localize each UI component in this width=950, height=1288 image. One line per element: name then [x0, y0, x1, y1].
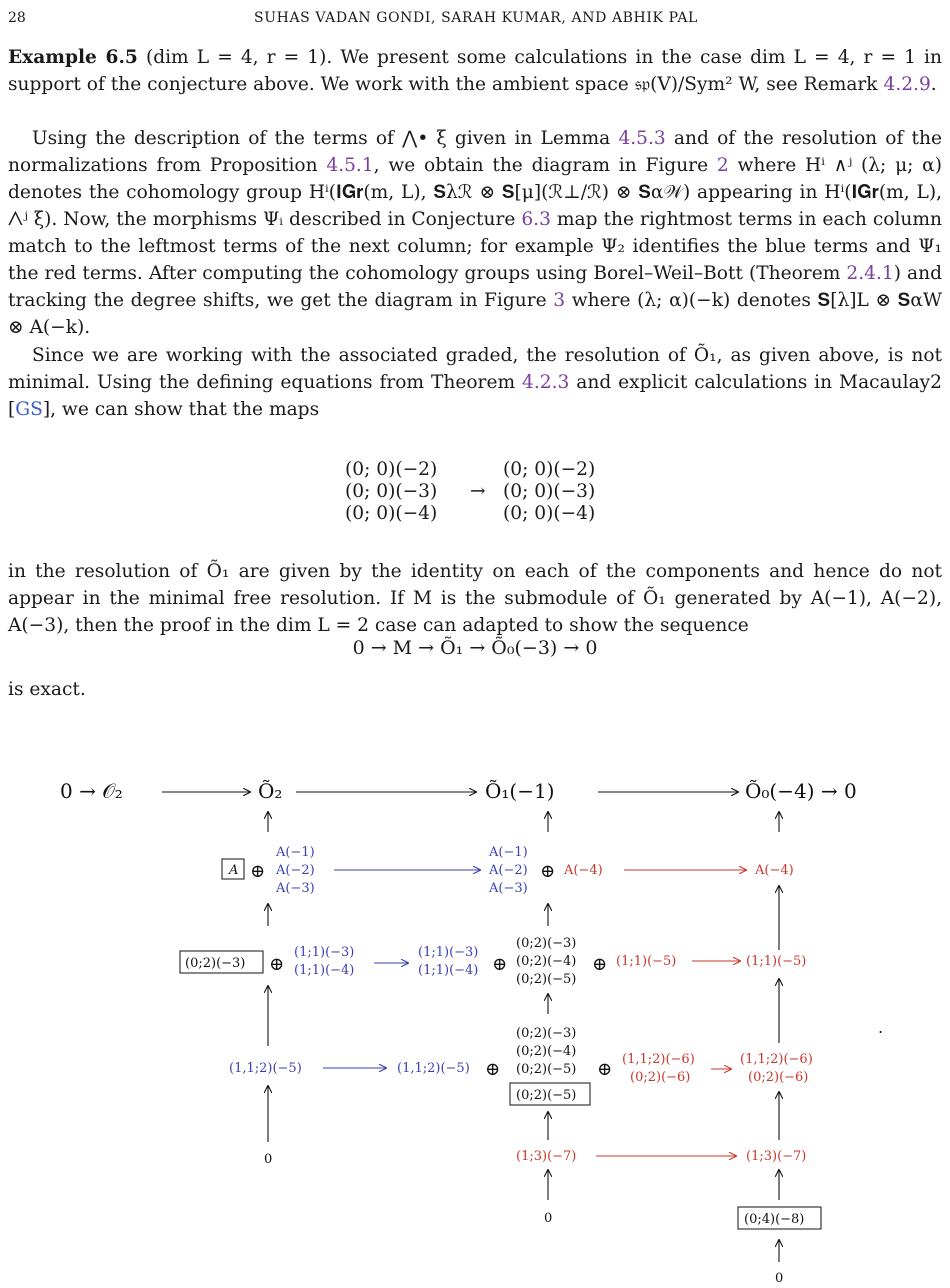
- row-b-red-mid: (1;1)(−5): [616, 954, 677, 969]
- ref-conjecture[interactable]: 6.3: [521, 209, 551, 230]
- row-c-black-mid-2: (0;2)(−4): [516, 1044, 577, 1059]
- citation-gs[interactable]: GS: [15, 399, 43, 420]
- top-start: 0 → 𝒪₂: [60, 779, 123, 803]
- row-e-boxed-right: (0;4)(−8): [744, 1212, 805, 1227]
- trailing-period: .: [878, 1018, 884, 1037]
- row-a-blue-mid-3: A(−3): [489, 881, 528, 896]
- row-b-oplus-2: ⊕: [492, 954, 508, 975]
- ref-figure-2[interactable]: 2: [716, 155, 729, 176]
- example-condition: (dim L = 4, r = 1).: [145, 47, 333, 68]
- row-c-red-mid-2: (0;2)(−6): [630, 1070, 691, 1085]
- example-label: Example 6.5: [8, 47, 138, 68]
- row-b-blue-mid-1: (1;1)(−3): [418, 945, 479, 960]
- top-c3: Õ₀(−4) → 0: [745, 779, 857, 803]
- graded-paragraph: Since we are working with the associated graded, the resolution of Õ₁, as given above, is not minimal. Using the defining equations from Theorem 4.2.3 and explicit calculations in Macaulay2 [GS], we can show that the maps: [8, 345, 942, 420]
- row-b-boxed: (0;2)(−3): [185, 956, 246, 971]
- row-a-red-right: A(−4): [755, 863, 794, 878]
- row-c-red-right-2: (0;2)(−6): [748, 1070, 809, 1085]
- maps-left-column: (0; 0)(−2) (0; 0)(−3) (0; 0)(−4): [345, 459, 438, 524]
- row-a-red-mid: A(−4): [564, 863, 603, 878]
- maps-arrow: →: [470, 481, 486, 502]
- row-c-blue-mid: (1,1;2)(−5): [397, 1061, 470, 1076]
- maps-right-column: (0; 0)(−2) (0; 0)(−3) (0; 0)(−4): [503, 459, 596, 524]
- row-b-blue-mid-2: (1;1)(−4): [418, 963, 479, 978]
- row-b-black-mid-2: (0;2)(−4): [516, 954, 577, 969]
- row-d-red-right: (1;3)(−7): [746, 1149, 807, 1164]
- row-a-oplus: ⊕: [250, 861, 266, 882]
- row-c-boxed-mid: (0;2)(−5): [516, 1088, 577, 1103]
- row-a-blue-left-2: A(−2): [276, 863, 315, 878]
- identity-paragraph: in the resolution of Õ₁ are given by the identity on each of the components and hence do not appear in the minimal free resolution. If M is the submodule of Õ₁ generated by A(−1), A(−2), A(−3), then the proof in the dim L = 2 case can adapted to show the sequence: [8, 561, 942, 636]
- row-f-zero-right: 0: [775, 1271, 784, 1286]
- row-b-oplus: ⊕: [269, 954, 285, 975]
- row-b-blue-left-1: (1;1)(−3): [294, 945, 355, 960]
- top-c2: Õ₁(−1): [485, 779, 555, 803]
- example-paragraph: Example 6.5 (dim L = 4, r = 1). We present some calculations in the case dim L = 4, r = 1 in support of the conjecture above. We work with the ambient space 𝔰𝔭(V)/Sym² W, see Remark 4.2.9.: [8, 47, 942, 95]
- ref-lemma[interactable]: 4.5.3: [618, 128, 666, 149]
- row-c-red-right-1: (1,1;2)(−6): [740, 1052, 813, 1067]
- row-a-blue-mid-2: A(−2): [489, 863, 528, 878]
- page-number: 28: [8, 10, 26, 26]
- running-title: SUHAS VADAN GONDI, SARAH KUMAR, AND ABHIK PAL: [254, 10, 698, 26]
- is-exact-line: is exact.: [8, 679, 86, 700]
- row-e-zero-mid: 0: [544, 1211, 553, 1226]
- row-b-oplus-3: ⊕: [592, 954, 608, 975]
- row-d-red-mid: (1;3)(−7): [516, 1149, 577, 1164]
- row-d-zero-left: 0: [264, 1152, 273, 1167]
- ref-theorem-equations[interactable]: 4.2.3: [522, 372, 570, 393]
- top-c1: Õ₂: [258, 779, 283, 803]
- ref-figure-3[interactable]: 3: [553, 290, 566, 311]
- row-b-black-mid-1: (0;2)(−3): [516, 936, 577, 951]
- row-b-black-mid-3: (0;2)(−5): [516, 972, 577, 987]
- ref-remark[interactable]: 4.2.9: [883, 74, 931, 95]
- row-c-red-mid-1: (1,1;2)(−6): [622, 1052, 695, 1067]
- row-c-black-mid-3: (0;2)(−5): [516, 1062, 577, 1077]
- row-c-oplus: ⊕: [485, 1059, 501, 1080]
- row-a-oplus-mid: ⊕: [540, 861, 556, 882]
- row-a-boxed: A: [229, 863, 239, 878]
- row-a-blue-left-3: A(−3): [276, 881, 315, 896]
- row-b-blue-left-2: (1;1)(−4): [294, 963, 355, 978]
- description-paragraph: Using the description of the terms of ⋀• ξ given in Lemma 4.5.3 and of the resolution of the normalizations from Proposition 4.5.1, we obtain the diagram in Figure 2 where Hⁱ ∧ʲ (λ; μ; α) denotes the cohomology group Hⁱ(𝐈𝐆𝐫(m, L), 𝐒λℛ ⊗ 𝐒[μ](ℛ⊥/ℛ) ⊗ 𝐒α𝒲) appearing in Hⁱ(𝐈𝐆𝐫(m, L), ⋀ʲ ξ). Now, the morphisms Ψᵢ described in Conjecture 6.3 map the rightmost terms in each column match to the leftmost terms of the next column; for example Ψ₂ identifies the blue terms and Ψ₁ the red terms. After computing the cohomology groups using Borel–Weil–Bott (Theorem 2.4.1) and tracking the degree shifts, we get the diagram in Figure 3 where (λ; α)(−k) denotes 𝐒[λ]L ⊗ 𝐒αW ⊗ A(−k).: [8, 128, 943, 338]
- exact-sequence: 0 → M → Õ₁ → Õ₀(−3) → 0: [352, 637, 598, 659]
- row-c-oplus-2: ⊕: [597, 1059, 613, 1080]
- row-b-red-right: (1;1)(−5): [746, 954, 807, 969]
- ref-proposition[interactable]: 4.5.1: [326, 155, 374, 176]
- ref-theorem-bwb[interactable]: 2.4.1: [846, 263, 894, 284]
- row-a-blue-left-1: A(−1): [276, 845, 315, 860]
- row-a-blue-mid-1: A(−1): [489, 845, 528, 860]
- row-c-blue-left: (1,1;2)(−5): [229, 1061, 302, 1076]
- row-c-black-mid-1: (0;2)(−3): [516, 1026, 577, 1041]
